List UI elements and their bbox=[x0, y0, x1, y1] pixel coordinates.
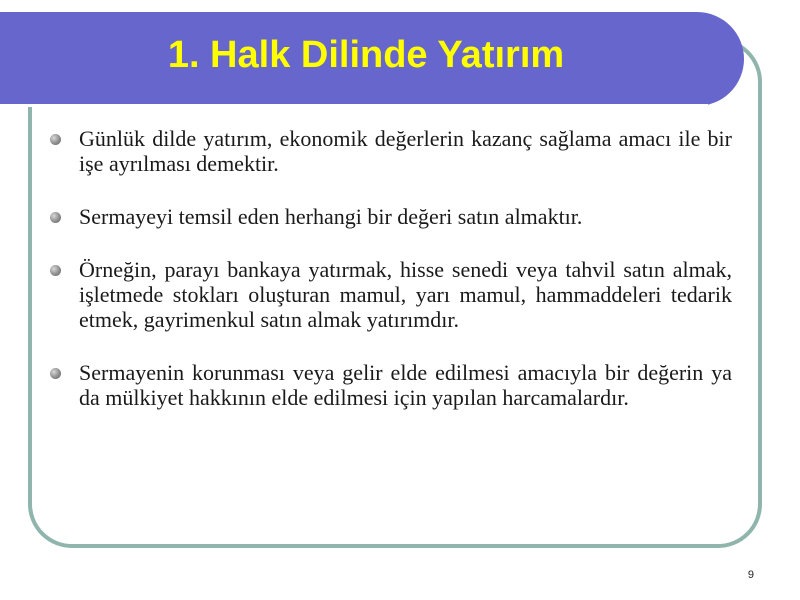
bullet-text: Günlük dilde yatırım, ekonomik değerlerin kazanç sağlama amacı ile bir işe ayrılması demektir. bbox=[79, 126, 732, 176]
bullet-item bbox=[48, 257, 732, 332]
bullet-item bbox=[48, 126, 732, 176]
bullet-icon bbox=[50, 212, 61, 223]
bullet-item bbox=[48, 360, 732, 410]
slide-title: 1. Halk Dilinde Yatırım bbox=[167, 34, 565, 76]
bullet-text: Sermayeyi temsil eden herhangi bir değeri satın almaktır. bbox=[79, 204, 583, 229]
bullet-text: Sermayenin korunması veya gelir elde edilmesi amacıyla bir değerin ya da mülkiyet hakkının elde edilmesi için yapılan harcamalardır. bbox=[79, 360, 732, 410]
page-number: 9 bbox=[747, 569, 754, 581]
bullet-icon bbox=[50, 368, 61, 379]
bullet-item bbox=[48, 204, 732, 229]
title-underline bbox=[0, 104, 708, 107]
bullet-text: Örneğin, parayı bankaya yatırmak, hisse senedi veya tahvil satın almak, işletmede stokları oluşturan mamul, yarı mamul, hammaddeleri tedarik etmek, gayrimenkul satın almak yatırımdır. bbox=[79, 257, 732, 332]
bullet-icon bbox=[50, 134, 61, 145]
bullet-icon bbox=[50, 265, 61, 276]
bullet-list bbox=[48, 126, 732, 410]
